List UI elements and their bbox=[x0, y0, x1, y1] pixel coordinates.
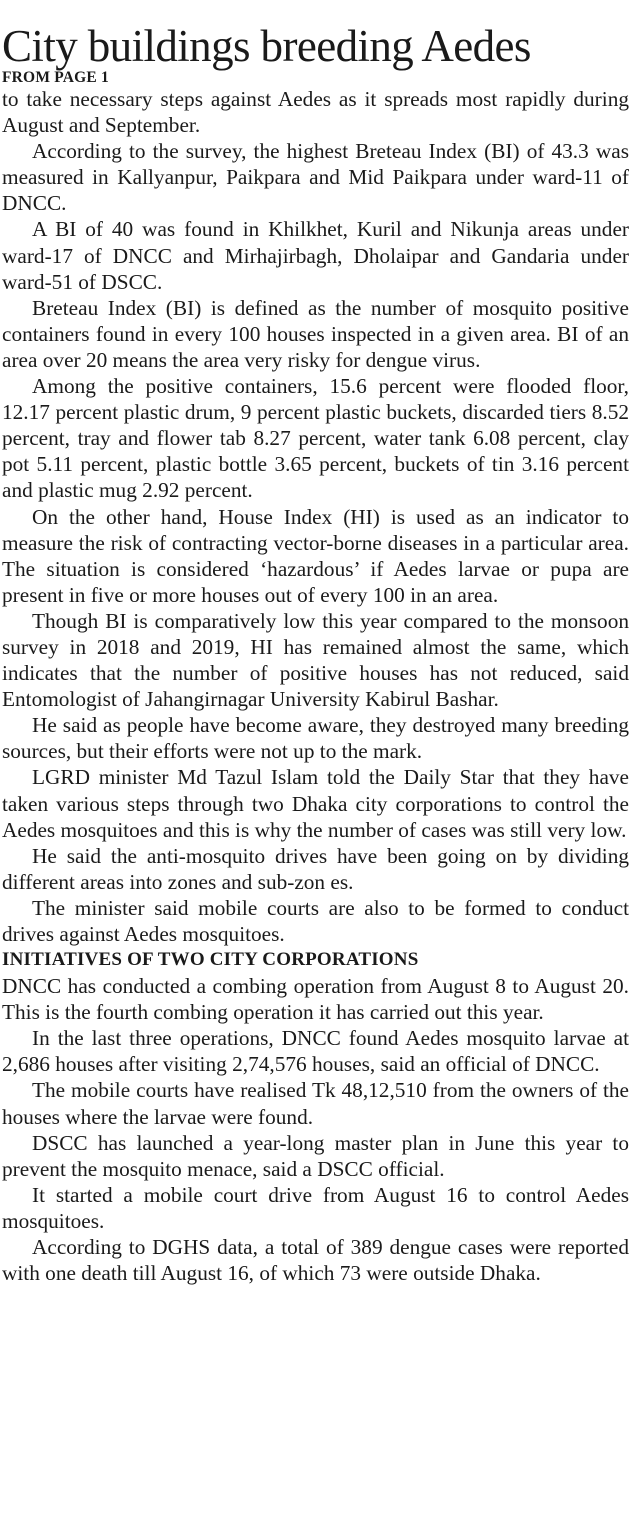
paragraph: He said as people have become aware, they destroyed many breeding sources, but their efforts were not up to the mark. bbox=[2, 713, 629, 764]
paragraph: DNCC has conducted a combing operation from August 8 to August 20. This is the fourth combing operation it has carried out this year. bbox=[2, 974, 629, 1025]
section-subheading: INITIATIVES OF TWO CITY CORPORATIONS bbox=[2, 949, 419, 971]
paragraph: He said the anti-mosquito drives have been going on by dividing different areas into zones and sub-zon es. bbox=[2, 843, 629, 894]
paragraph: According to the survey, the highest Breteau Index (BI) of 43.3 was measured in Kallyanpur, Paikpara and Mid Paikpara under ward-11 of DNCC. bbox=[2, 139, 629, 216]
paragraph: A BI of 40 was found in Khilkhet, Kuril and Nikunja areas under ward-17 of DNCC and Mirhajirbagh, Dholaipar and Gandaria under ward-51 of DSCC. bbox=[2, 217, 629, 294]
paragraph: Though BI is comparatively low this year compared to the monsoon survey in 2018 and 2019, HI has remained almost the same, which indicates that the number of positive houses has not reduced, said Entomologist of Jahangirnagar University Kabirul Bashar. bbox=[2, 608, 629, 712]
paragraph: The minister said mobile courts are also to be formed to conduct drives against Aedes mosquitoes. bbox=[2, 895, 629, 946]
paragraph: On the other hand, House Index (HI) is used as an indicator to measure the risk of contracting vector-borne diseases in a particular area. The situation is considered ‘hazardous’ if Aedes larvae or pupa are present in five or more houses out of every 100 in an area. bbox=[2, 504, 629, 607]
paragraph: DSCC has launched a year-long master plan in June this year to prevent the mosquito menace, said a DSCC official. bbox=[2, 1130, 629, 1181]
paragraph-continuation: to take necessary steps against Aedes as it spreads most rapidly during August and September. bbox=[2, 87, 629, 138]
article-body-part2 bbox=[2, 973, 629, 1286]
jump-line: FROM PAGE 1 bbox=[2, 69, 109, 86]
paragraph: According to DGHS data, a total of 389 dengue cases were reported with one death till August 16, of which 73 were outside Dhaka. bbox=[2, 1235, 629, 1286]
news-article-page bbox=[0, 22, 629, 1534]
article-body-part1 bbox=[2, 86, 629, 947]
paragraph: Breteau Index (BI) is defined as the number of mosquito positive containers found in every 100 houses inspected in a given area. BI of an area over 20 means the area very risky for dengue virus. bbox=[2, 295, 629, 372]
paragraph: Among the positive containers, 15.6 percent were flooded floor, 12.17 percent plastic drum, 9 percent plastic buckets, discarded tiers 8.52 percent, tray and flower tab 8.27 percent, water tank 6.08 percent, clay pot 5.11 percent, plastic bottle 3.65 percent, buckets of tin 3.16 percent and plastic mug 2.92 percent. bbox=[2, 374, 629, 503]
headline: City buildings breeding Aedes bbox=[2, 21, 531, 71]
paragraph: The mobile courts have realised Tk 48,12,510 from the owners of the houses where the larvae were found. bbox=[2, 1078, 629, 1129]
paragraph: It started a mobile court drive from August 16 to control Aedes mosquitoes. bbox=[2, 1182, 629, 1233]
paragraph: LGRD minister Md Tazul Islam told the Daily Star that they have taken various steps through two Dhaka city corporations to control the Aedes mosquitoes and this is why the number of cases was still very low. bbox=[2, 765, 629, 842]
paragraph: In the last three operations, DNCC found Aedes mosquito larvae at 2,686 houses after visiting 2,74,576 houses, said an official of DNCC. bbox=[2, 1026, 629, 1077]
